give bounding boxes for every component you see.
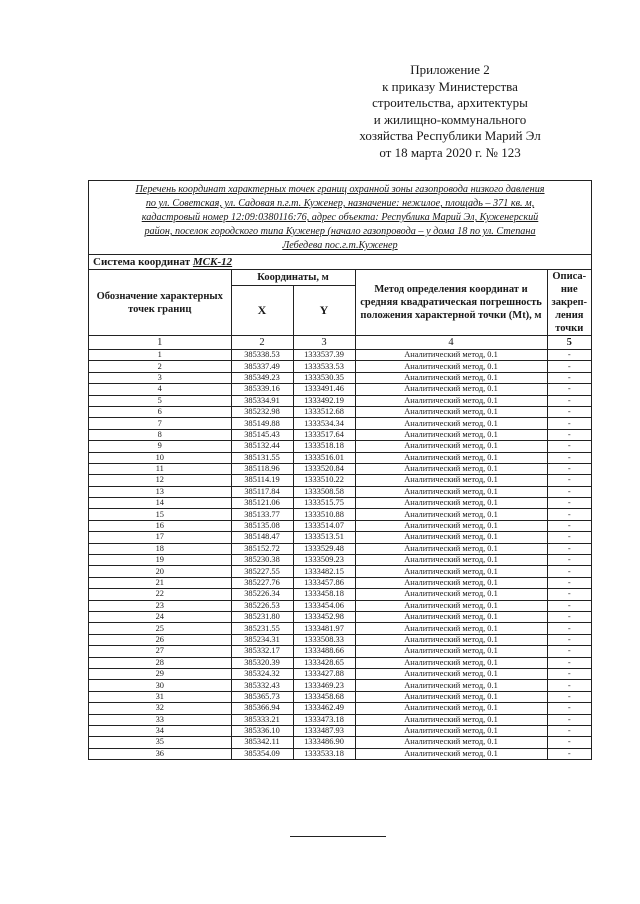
point-number: 6 — [89, 406, 231, 417]
point-number: 8 — [89, 429, 231, 440]
fixation-cell: - — [547, 475, 591, 486]
coordinates-document — [88, 180, 592, 760]
method-cell: Аналитический метод, 0.1 — [355, 498, 547, 509]
heading-line: Перечень координат характерных точек границ охранной зоны газопровода низкого давления — [135, 184, 545, 195]
point-number: 27 — [89, 646, 231, 657]
coord-y: 1333529.48 — [293, 543, 355, 554]
table-row — [89, 475, 591, 486]
document-heading — [89, 181, 591, 255]
coord-x: 385114.19 — [231, 475, 293, 486]
table-row — [89, 657, 591, 668]
coord-y: 1333508.33 — [293, 634, 355, 645]
table-row — [89, 600, 591, 611]
fixation-cell: - — [547, 611, 591, 622]
coord-y: 1333512.68 — [293, 406, 355, 417]
method-cell: Аналитический метод, 0.1 — [355, 725, 547, 736]
coord-y: 1333508.58 — [293, 486, 355, 497]
table-row — [89, 520, 591, 531]
coord-x: 385135.08 — [231, 520, 293, 531]
coord-x: 385118.96 — [231, 463, 293, 474]
method-cell: Аналитический метод, 0.1 — [355, 714, 547, 725]
fixation-cell: - — [547, 350, 591, 361]
coord-y: 1333428.65 — [293, 657, 355, 668]
method-cell: Аналитический метод, 0.1 — [355, 543, 547, 554]
header-method: Метод определения координат и средняя квадратическая погрешность положения характерной точки (Mt), м — [355, 270, 547, 336]
point-number: 11 — [89, 463, 231, 474]
method-cell: Аналитический метод, 0.1 — [355, 623, 547, 634]
coord-y: 1333516.01 — [293, 452, 355, 463]
table-row — [89, 623, 591, 634]
coord-y: 1333510.22 — [293, 475, 355, 486]
heading-line: район, поселок городского типа Куженер (начало газопровода – у дома 18 по ул. Степана — [144, 226, 536, 237]
coord-y: 1333517.64 — [293, 429, 355, 440]
point-number: 15 — [89, 509, 231, 520]
method-cell: Аналитический метод, 0.1 — [355, 748, 547, 759]
heading-line: Лебедева пос.г.т.Куженер — [282, 240, 398, 251]
coord-x: 385132.44 — [231, 441, 293, 452]
coord-x: 385152.72 — [231, 543, 293, 554]
method-cell: Аналитический метод, 0.1 — [355, 509, 547, 520]
coord-x: 385338.53 — [231, 350, 293, 361]
coord-y: 1333469.23 — [293, 680, 355, 691]
coordinates-table — [89, 270, 591, 759]
fixation-cell: - — [547, 680, 591, 691]
method-cell: Аналитический метод, 0.1 — [355, 441, 547, 452]
method-cell: Аналитический метод, 0.1 — [355, 418, 547, 429]
fixation-cell: - — [547, 441, 591, 452]
coord-y: 1333454.06 — [293, 600, 355, 611]
coord-y: 1333488.66 — [293, 646, 355, 657]
point-number: 26 — [89, 634, 231, 645]
table-row — [89, 543, 591, 554]
point-number: 36 — [89, 748, 231, 759]
coord-x: 385342.11 — [231, 737, 293, 748]
header-description: Описа-ние закреп-ления точки — [547, 270, 591, 336]
method-cell: Аналитический метод, 0.1 — [355, 680, 547, 691]
table-row — [89, 668, 591, 679]
table-row — [89, 372, 591, 383]
coord-x: 385324.32 — [231, 668, 293, 679]
fixation-cell: - — [547, 555, 591, 566]
table-row — [89, 452, 591, 463]
fixation-cell: - — [547, 532, 591, 543]
header-designation: Обозначение характерных точек границ — [89, 270, 231, 336]
point-number: 33 — [89, 714, 231, 725]
table-row — [89, 498, 591, 509]
fixation-cell: - — [547, 361, 591, 372]
coord-x: 385227.76 — [231, 577, 293, 588]
fixation-cell: - — [547, 418, 591, 429]
point-number: 29 — [89, 668, 231, 679]
point-number: 20 — [89, 566, 231, 577]
table-row — [89, 714, 591, 725]
coord-x: 385231.55 — [231, 623, 293, 634]
fixation-cell: - — [547, 384, 591, 395]
point-number: 1 — [89, 350, 231, 361]
table-row — [89, 566, 591, 577]
point-number: 17 — [89, 532, 231, 543]
table-row — [89, 463, 591, 474]
method-cell: Аналитический метод, 0.1 — [355, 566, 547, 577]
method-cell: Аналитический метод, 0.1 — [355, 703, 547, 714]
coord-y: 1333487.93 — [293, 725, 355, 736]
point-number: 9 — [89, 441, 231, 452]
point-number: 3 — [89, 372, 231, 383]
appendix-line: и жилищно-коммунального — [373, 111, 527, 127]
table-row — [89, 384, 591, 395]
method-cell: Аналитический метод, 0.1 — [355, 589, 547, 600]
table-row — [89, 555, 591, 566]
point-number: 12 — [89, 475, 231, 486]
method-cell: Аналитический метод, 0.1 — [355, 486, 547, 497]
method-cell: Аналитический метод, 0.1 — [355, 555, 547, 566]
appendix-block — [352, 62, 548, 161]
coord-y: 1333514.07 — [293, 520, 355, 531]
fixation-cell: - — [547, 577, 591, 588]
fixation-cell: - — [547, 657, 591, 668]
coord-x: 385117.84 — [231, 486, 293, 497]
method-cell: Аналитический метод, 0.1 — [355, 611, 547, 622]
table-row — [89, 350, 591, 361]
method-cell: Аналитический метод, 0.1 — [355, 361, 547, 372]
footer-divider — [290, 836, 386, 837]
coord-x: 385334.91 — [231, 395, 293, 406]
coord-x: 385232.98 — [231, 406, 293, 417]
fixation-cell: - — [547, 714, 591, 725]
coord-system-label: Система координат — [93, 256, 191, 268]
table-row — [89, 395, 591, 406]
coord-y: 1333537.39 — [293, 350, 355, 361]
fixation-cell: - — [547, 463, 591, 474]
heading-line: кадастровый номер 12:09:0380116:76, адрес объекта: Республика Марий Эл, Куженерский — [141, 212, 539, 223]
header-x: X — [231, 286, 293, 336]
coord-y: 1333533.53 — [293, 361, 355, 372]
coord-x: 385148.47 — [231, 532, 293, 543]
coord-x: 385354.09 — [231, 748, 293, 759]
method-cell: Аналитический метод, 0.1 — [355, 577, 547, 588]
coord-y: 1333427.88 — [293, 668, 355, 679]
table-row — [89, 725, 591, 736]
point-number: 4 — [89, 384, 231, 395]
table-row — [89, 737, 591, 748]
fixation-cell: - — [547, 623, 591, 634]
coord-y: 1333491.46 — [293, 384, 355, 395]
coord-x: 385234.31 — [231, 634, 293, 645]
appendix-line: от 18 марта 2020 г. № 123 — [379, 144, 521, 160]
fixation-cell: - — [547, 703, 591, 714]
point-number: 24 — [89, 611, 231, 622]
fixation-cell: - — [547, 748, 591, 759]
coord-y: 1333486.90 — [293, 737, 355, 748]
coord-system-value: МСК-12 — [192, 256, 233, 268]
fixation-cell: - — [547, 646, 591, 657]
method-cell: Аналитический метод, 0.1 — [355, 532, 547, 543]
table-body — [89, 350, 591, 760]
table-row — [89, 509, 591, 520]
coord-y: 1333530.35 — [293, 372, 355, 383]
fixation-cell: - — [547, 395, 591, 406]
method-cell: Аналитический метод, 0.1 — [355, 395, 547, 406]
table-row — [89, 441, 591, 452]
table-row — [89, 418, 591, 429]
appendix-line: строительства, архитектуры — [372, 95, 528, 110]
column-number: 2 — [231, 336, 293, 350]
table-row — [89, 748, 591, 759]
fixation-cell: - — [547, 486, 591, 497]
method-cell: Аналитический метод, 0.1 — [355, 634, 547, 645]
point-number: 13 — [89, 486, 231, 497]
coord-x: 385336.10 — [231, 725, 293, 736]
coord-y: 1333513.51 — [293, 532, 355, 543]
coord-x: 385226.53 — [231, 600, 293, 611]
coord-y: 1333520.84 — [293, 463, 355, 474]
coord-x: 385230.38 — [231, 555, 293, 566]
fixation-cell: - — [547, 372, 591, 383]
point-number: 28 — [89, 657, 231, 668]
fixation-cell: - — [547, 452, 591, 463]
coord-x: 385145.43 — [231, 429, 293, 440]
coord-y: 1333458.18 — [293, 589, 355, 600]
method-cell: Аналитический метод, 0.1 — [355, 737, 547, 748]
fixation-cell: - — [547, 520, 591, 531]
method-cell: Аналитический метод, 0.1 — [355, 350, 547, 361]
method-cell: Аналитический метод, 0.1 — [355, 657, 547, 668]
fixation-cell: - — [547, 600, 591, 611]
point-number: 30 — [89, 680, 231, 691]
coord-y: 1333457.86 — [293, 577, 355, 588]
fixation-cell: - — [547, 509, 591, 520]
method-cell: Аналитический метод, 0.1 — [355, 372, 547, 383]
coord-y: 1333534.34 — [293, 418, 355, 429]
point-number: 10 — [89, 452, 231, 463]
table-row — [89, 634, 591, 645]
method-cell: Аналитический метод, 0.1 — [355, 475, 547, 486]
coord-x: 385365.73 — [231, 691, 293, 702]
fixation-cell: - — [547, 634, 591, 645]
coord-x: 385231.80 — [231, 611, 293, 622]
column-number: 3 — [293, 336, 355, 350]
fixation-cell: - — [547, 668, 591, 679]
point-number: 14 — [89, 498, 231, 509]
table-row — [89, 691, 591, 702]
coord-x: 385133.77 — [231, 509, 293, 520]
coord-y: 1333458.68 — [293, 691, 355, 702]
coord-x: 385337.49 — [231, 361, 293, 372]
method-cell: Аналитический метод, 0.1 — [355, 600, 547, 611]
fixation-cell: - — [547, 498, 591, 509]
table-row — [89, 611, 591, 622]
coord-x: 385366.94 — [231, 703, 293, 714]
coord-x: 385339.16 — [231, 384, 293, 395]
point-number: 23 — [89, 600, 231, 611]
coord-y: 1333482.15 — [293, 566, 355, 577]
coord-x: 385131.55 — [231, 452, 293, 463]
table-row — [89, 486, 591, 497]
method-cell: Аналитический метод, 0.1 — [355, 463, 547, 474]
method-cell: Аналитический метод, 0.1 — [355, 520, 547, 531]
fixation-cell: - — [547, 543, 591, 554]
coord-x: 385227.55 — [231, 566, 293, 577]
coord-y: 1333515.75 — [293, 498, 355, 509]
coord-x: 385333.21 — [231, 714, 293, 725]
table-row — [89, 429, 591, 440]
point-number: 16 — [89, 520, 231, 531]
method-cell: Аналитический метод, 0.1 — [355, 406, 547, 417]
coord-x: 385226.34 — [231, 589, 293, 600]
method-cell: Аналитический метод, 0.1 — [355, 452, 547, 463]
method-cell: Аналитический метод, 0.1 — [355, 429, 547, 440]
column-number: 5 — [547, 336, 591, 350]
table-row — [89, 361, 591, 372]
method-cell: Аналитический метод, 0.1 — [355, 384, 547, 395]
coord-x: 385121.06 — [231, 498, 293, 509]
heading-line: по ул. Советская, ул. Садовая п.г.т. Куженер, назначение: нежилое, площадь – 371 кв. м, — [145, 198, 535, 209]
coord-x: 385320.39 — [231, 657, 293, 668]
header-coordinates: Координаты, м — [231, 270, 355, 286]
point-number: 32 — [89, 703, 231, 714]
appendix-line: к приказу Министерства — [382, 78, 518, 94]
column-number: 4 — [355, 336, 547, 350]
method-cell: Аналитический метод, 0.1 — [355, 646, 547, 657]
point-number: 31 — [89, 691, 231, 702]
method-cell: Аналитический метод, 0.1 — [355, 691, 547, 702]
point-number: 19 — [89, 555, 231, 566]
fixation-cell: - — [547, 566, 591, 577]
fixation-cell: - — [547, 589, 591, 600]
point-number: 5 — [89, 395, 231, 406]
coord-y: 1333492.19 — [293, 395, 355, 406]
table-row — [89, 532, 591, 543]
coord-y: 1333462.49 — [293, 703, 355, 714]
fixation-cell: - — [547, 691, 591, 702]
coord-x: 385349.23 — [231, 372, 293, 383]
point-number: 18 — [89, 543, 231, 554]
header-y: Y — [293, 286, 355, 336]
table-row — [89, 680, 591, 691]
table-row — [89, 406, 591, 417]
table-row — [89, 646, 591, 657]
column-number: 1 — [89, 336, 231, 350]
coord-x: 385149.88 — [231, 418, 293, 429]
fixation-cell: - — [547, 737, 591, 748]
coord-y: 1333518.18 — [293, 441, 355, 452]
coord-system-row — [89, 255, 591, 270]
coord-y: 1333509.23 — [293, 555, 355, 566]
coord-y: 1333452.98 — [293, 611, 355, 622]
point-number: 35 — [89, 737, 231, 748]
point-number: 7 — [89, 418, 231, 429]
appendix-line: Приложение 2 — [410, 62, 490, 77]
point-number: 21 — [89, 577, 231, 588]
coord-y: 1333481.97 — [293, 623, 355, 634]
fixation-cell: - — [547, 725, 591, 736]
fixation-cell: - — [547, 429, 591, 440]
fixation-cell: - — [547, 406, 591, 417]
table-row — [89, 577, 591, 588]
table-row — [89, 703, 591, 714]
point-number: 2 — [89, 361, 231, 372]
point-number: 22 — [89, 589, 231, 600]
coord-x: 385332.43 — [231, 680, 293, 691]
coord-y: 1333510.88 — [293, 509, 355, 520]
coord-x: 385332.17 — [231, 646, 293, 657]
coord-y: 1333533.18 — [293, 748, 355, 759]
coord-y: 1333473.18 — [293, 714, 355, 725]
method-cell: Аналитический метод, 0.1 — [355, 668, 547, 679]
point-number: 34 — [89, 725, 231, 736]
appendix-line: хозяйства Республики Марий Эл — [359, 128, 541, 143]
point-number: 25 — [89, 623, 231, 634]
table-row — [89, 589, 591, 600]
